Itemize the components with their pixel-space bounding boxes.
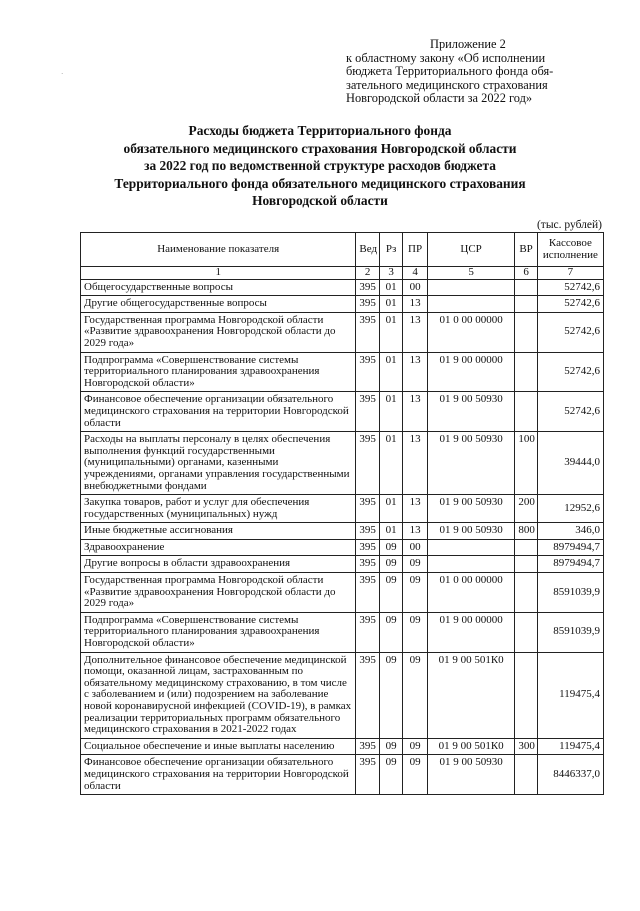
row-rz: 09: [379, 652, 402, 738]
appendix-line: Новгородской области за 2022 год»: [346, 91, 533, 106]
row-vr: [515, 755, 537, 795]
column-number: 1: [81, 267, 356, 280]
row-name: Социальное обеспечение и иные выплаты населению: [81, 738, 356, 755]
row-pr: 00: [403, 279, 428, 296]
row-csr: 01 9 00 50930: [427, 755, 515, 795]
row-csr: 01 9 00 50930: [427, 495, 515, 523]
header-vr: ВР: [515, 233, 537, 267]
row-pr: 13: [403, 432, 428, 495]
row-sum: 12952,6: [537, 495, 603, 523]
row-name: Здравоохранение: [81, 539, 356, 556]
row-sum: 52742,6: [537, 312, 603, 352]
appendix-line: зательного медицинского страхования: [346, 77, 548, 92]
column-number: 4: [403, 267, 428, 280]
row-csr: [427, 556, 515, 573]
row-ved: 395: [356, 432, 379, 495]
budget-table: [80, 232, 604, 795]
row-vr: 800: [515, 523, 537, 540]
row-name: Закупка товаров, работ и услуг для обеспечения государственных (муниципальных) нужд: [81, 495, 356, 523]
table-row: [81, 652, 604, 738]
row-ved: 395: [356, 312, 379, 352]
row-name: Дополнительное финансовое обеспечение медицинской помощи, оказанной лицам, застрахованным по обязательному медицинскому страхованию, в том числе с заболеванием и (или) подозрением на заболевание новой коронавирусной инфекцией (COVID-19), в рамках реализации территориальных программ обязательного медицинского страхования в 2021-2022 годах: [81, 652, 356, 738]
header-name: Наименование показателя: [81, 233, 356, 267]
row-vr: [515, 652, 537, 738]
row-rz: 01: [379, 432, 402, 495]
table-row: [81, 539, 604, 556]
row-name: Подпрограмма «Совершенствование системы территориального планирования здравоохранения Новгородской области»: [81, 612, 356, 652]
row-vr: [515, 312, 537, 352]
row-vr: [515, 392, 537, 432]
header-rz: Рз: [379, 233, 402, 267]
title-line: обязательного медицинского страхования Новгородской области: [123, 140, 517, 156]
row-sum: 52742,6: [537, 392, 603, 432]
table-row: [81, 755, 604, 795]
row-rz: 09: [379, 556, 402, 573]
title-line: Территориального фонда обязательного медицинского страхования: [114, 175, 526, 191]
row-csr: [427, 539, 515, 556]
row-name: Другие общегосударственные вопросы: [81, 296, 356, 313]
header-sum: Кассовое исполнение: [537, 233, 603, 267]
header-ved: Вед: [356, 233, 379, 267]
row-pr: 13: [403, 352, 428, 392]
row-csr: 01 9 00 00000: [427, 352, 515, 392]
appendix-note: [346, 38, 608, 106]
row-ved: 395: [356, 556, 379, 573]
table-row: [81, 495, 604, 523]
row-vr: [515, 573, 537, 613]
row-rz: 09: [379, 573, 402, 613]
appendix-line: к областному закону «Об исполнении: [346, 50, 546, 65]
row-csr: [427, 279, 515, 296]
table-row: [81, 279, 604, 296]
row-vr: [515, 612, 537, 652]
row-rz: 01: [379, 495, 402, 523]
table-row: [81, 612, 604, 652]
table-row: [81, 352, 604, 392]
row-name: Иные бюджетные ассигнования: [81, 523, 356, 540]
row-ved: 395: [356, 279, 379, 296]
table-row: [81, 556, 604, 573]
row-vr: [515, 352, 537, 392]
row-sum: 52742,6: [537, 296, 603, 313]
row-name: Государственная программа Новгородской области «Развитие здравоохранения Новгородской области до 2029 года»: [81, 312, 356, 352]
row-rz: 09: [379, 738, 402, 755]
row-csr: 01 9 00 50930: [427, 432, 515, 495]
row-csr: [427, 296, 515, 313]
row-csr: 01 0 00 00000: [427, 312, 515, 352]
column-number: 2: [356, 267, 379, 280]
row-rz: 01: [379, 523, 402, 540]
row-sum: 8446337,0: [537, 755, 603, 795]
row-csr: 01 9 00 50930: [427, 523, 515, 540]
header-pr: ПР: [403, 233, 428, 267]
row-pr: 13: [403, 392, 428, 432]
row-pr: 09: [403, 755, 428, 795]
row-ved: 395: [356, 539, 379, 556]
row-csr: 01 9 00 501К0: [427, 652, 515, 738]
row-rz: 01: [379, 312, 402, 352]
row-rz: 09: [379, 539, 402, 556]
document-title: [60, 122, 580, 210]
row-sum: 8979494,7: [537, 539, 603, 556]
row-sum: 52742,6: [537, 279, 603, 296]
table-row: [81, 573, 604, 613]
header-csr: ЦСР: [427, 233, 515, 267]
row-sum: 8979494,7: [537, 556, 603, 573]
row-name: Общегосударственные вопросы: [81, 279, 356, 296]
title-line: Новгородской области: [252, 193, 388, 209]
row-pr: 13: [403, 296, 428, 313]
row-csr: 01 0 00 00000: [427, 573, 515, 613]
row-pr: 13: [403, 495, 428, 523]
row-csr: 01 9 00 501К0: [427, 738, 515, 755]
row-name: Государственная программа Новгородской области «Развитие здравоохранения Новгородской области до 2029 года»: [81, 573, 356, 613]
row-rz: 09: [379, 612, 402, 652]
column-number: 3: [379, 267, 402, 280]
row-vr: 100: [515, 432, 537, 495]
column-number-row: [81, 267, 604, 280]
row-sum: 52742,6: [537, 352, 603, 392]
row-name: Расходы на выплаты персоналу в целях обеспечения выполнения функций государственными (муниципальными) органами, казенными учреждениями, органами управления государственными внебюджетными фондами: [81, 432, 356, 495]
row-pr: 09: [403, 738, 428, 755]
table-row: [81, 312, 604, 352]
row-sum: 8591039,9: [537, 573, 603, 613]
table-row: [81, 392, 604, 432]
row-csr: 01 9 00 50930: [427, 392, 515, 432]
table-row: [81, 738, 604, 755]
row-pr: 13: [403, 523, 428, 540]
row-ved: 395: [356, 523, 379, 540]
row-name: Финансовое обеспечение организации обязательного медицинского страхования на территории Новгородской области: [81, 755, 356, 795]
table-row: [81, 296, 604, 313]
row-vr: 200: [515, 495, 537, 523]
row-name: Подпрограмма «Совершенствование системы территориального планирования здравоохранения Новгородской области»: [81, 352, 356, 392]
row-vr: 300: [515, 738, 537, 755]
units-label: (тыс. рублей): [536, 219, 602, 231]
row-sum: 39444,0: [537, 432, 603, 495]
row-vr: [515, 296, 537, 313]
row-pr: 09: [403, 573, 428, 613]
row-pr: 09: [403, 556, 428, 573]
row-name: Другие вопросы в области здравоохранения: [81, 556, 356, 573]
scan-artifact: ·: [61, 70, 64, 78]
row-name: Финансовое обеспечение организации обязательного медицинского страхования на территории Новгородской области: [81, 392, 356, 432]
column-number: 5: [427, 267, 515, 280]
row-csr: 01 9 00 00000: [427, 612, 515, 652]
row-vr: [515, 539, 537, 556]
table-row: [81, 523, 604, 540]
row-sum: 119475,4: [537, 738, 603, 755]
row-vr: [515, 279, 537, 296]
table-row: [81, 432, 604, 495]
row-vr: [515, 556, 537, 573]
row-sum: 346,0: [537, 523, 603, 540]
row-pr: 00: [403, 539, 428, 556]
row-pr: 09: [403, 612, 428, 652]
title-line: за 2022 год по ведомственной структуре расходов бюджета: [144, 158, 496, 174]
row-ved: 395: [356, 573, 379, 613]
table-header-row: [81, 233, 604, 267]
row-ved: 395: [356, 755, 379, 795]
appendix-line: бюджета Территориального фонда обя-: [346, 64, 554, 79]
row-pr: 13: [403, 312, 428, 352]
column-number: 7: [537, 267, 603, 280]
appendix-title: Приложение 2: [430, 37, 506, 51]
row-ved: 395: [356, 495, 379, 523]
row-ved: 395: [356, 352, 379, 392]
column-number: 6: [515, 267, 537, 280]
row-ved: 395: [356, 612, 379, 652]
row-ved: 395: [356, 296, 379, 313]
row-sum: 119475,4: [537, 652, 603, 738]
row-rz: 01: [379, 352, 402, 392]
row-sum: 8591039,9: [537, 612, 603, 652]
row-ved: 395: [356, 392, 379, 432]
row-pr: 09: [403, 652, 428, 738]
row-rz: 01: [379, 296, 402, 313]
row-ved: 395: [356, 738, 379, 755]
row-rz: 01: [379, 392, 402, 432]
row-rz: 01: [379, 279, 402, 296]
row-ved: 395: [356, 652, 379, 738]
title-line: Расходы бюджета Территориального фонда: [188, 123, 452, 138]
row-rz: 09: [379, 755, 402, 795]
